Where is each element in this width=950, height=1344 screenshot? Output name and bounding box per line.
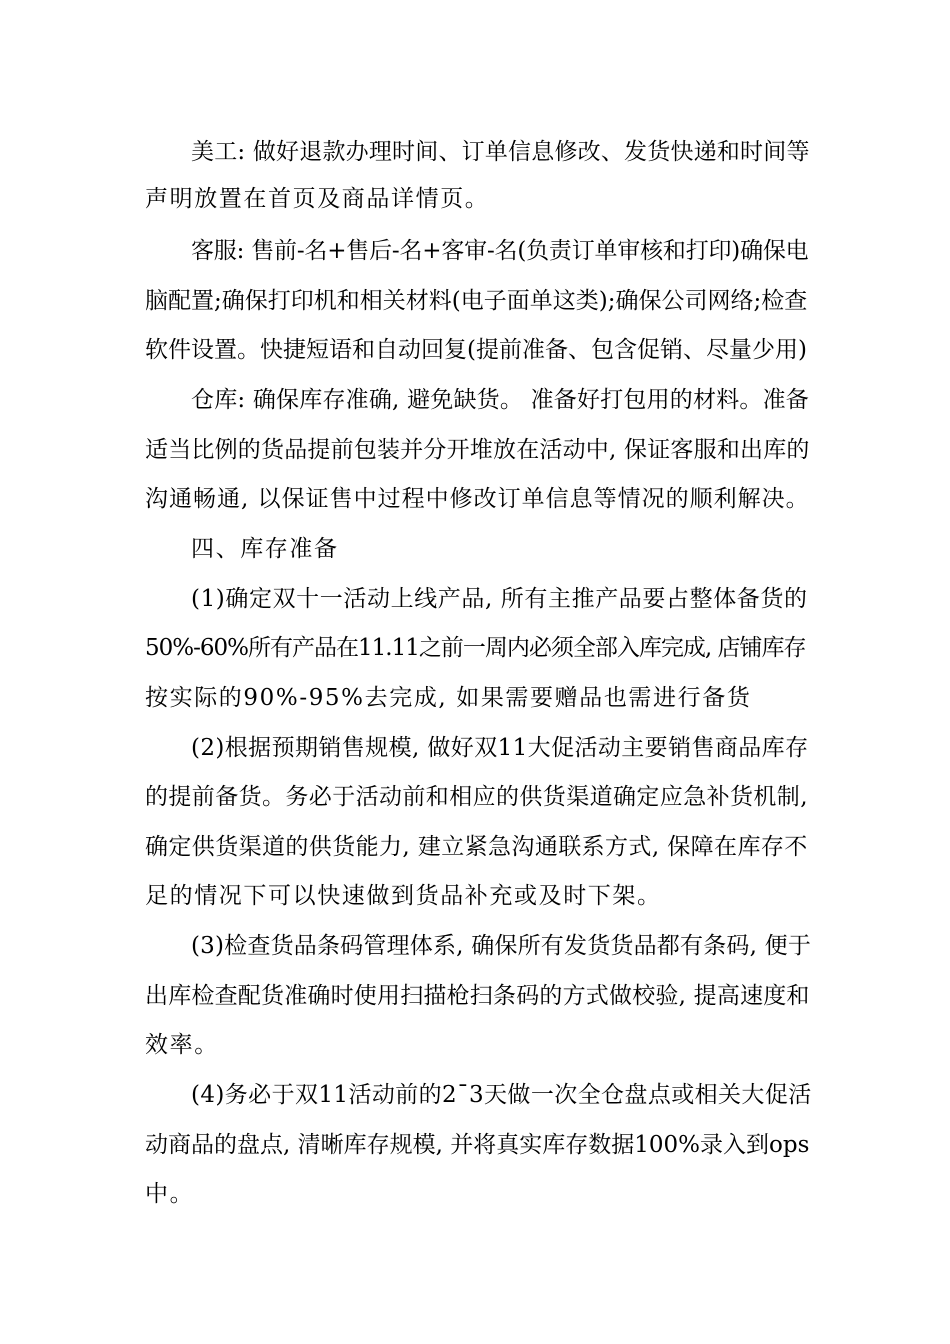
text-line: 确定供货渠道的供货能力, 建立紧急沟通联系方式, 保障在库存不 bbox=[145, 834, 808, 860]
text-line: 仓库: 确保库存准确, 避免缺货。 准备好打包用的材料。准备 bbox=[191, 387, 809, 413]
text-line: 软件设置。快捷短语和自动回复(提前准备、包含促销、尽量少用) bbox=[145, 337, 807, 363]
text-line: 50%-60%所有产品在11.11之前一周内必须全部入库完成, 店铺库存 bbox=[145, 635, 806, 661]
text-line: 美工: 做好退款办理时间、订单信息修改、发货快递和时间等 bbox=[191, 139, 810, 165]
text-line: 按实际的90%-95%去完成, 如果需要赠品也需进行备货 bbox=[145, 685, 752, 711]
text-line: (1)确定双十一活动上线产品, 所有主推产品要占整体备货的 bbox=[191, 586, 808, 612]
text-line: 的提前备货。务必于活动前和相应的供货渠道确定应急补货机制, bbox=[145, 784, 808, 810]
section-heading: 四、库存准备 bbox=[191, 536, 339, 562]
text-line: (4)务必于双11活动前的2¯3天做一次全仓盘点或相关大促活 bbox=[191, 1082, 812, 1108]
text-line: 中。 bbox=[145, 1181, 195, 1207]
text-line: 动商品的盘点, 清晰库存规模, 并将真实库存数据100%录入到ops bbox=[145, 1132, 810, 1158]
text-line: 脑配置;确保打印机和相关材料(电子面单这类);确保公司网络;检查 bbox=[145, 288, 808, 314]
text-line: 客服: 售前-名+售后-名+客审-名(负责订单审核和打印)确保电 bbox=[191, 238, 809, 264]
text-line: 声明放置在首页及商品详情页。 bbox=[145, 186, 490, 212]
text-line: (3)检查货品条码管理体系, 确保所有发货货品都有条码, 便于 bbox=[191, 933, 812, 959]
text-line: 出库检查配货准确时使用扫描枪扫条码的方式做校验, 提高速度和 bbox=[145, 983, 810, 1009]
text-line: 适当比例的货品提前包装并分开堆放在活动中, 保证客服和出库的 bbox=[145, 437, 810, 463]
text-line: 效率。 bbox=[145, 1032, 219, 1058]
text-line: 沟通畅通, 以保证售中过程中修改订单信息等情况的顺利解决。 bbox=[145, 486, 810, 512]
text-line: (2)根据预期销售规模, 做好双11大促活动主要销售商品库存 bbox=[191, 735, 809, 761]
text-line: 足的情况下可以快速做到货品补充或及时下架。 bbox=[145, 883, 662, 909]
